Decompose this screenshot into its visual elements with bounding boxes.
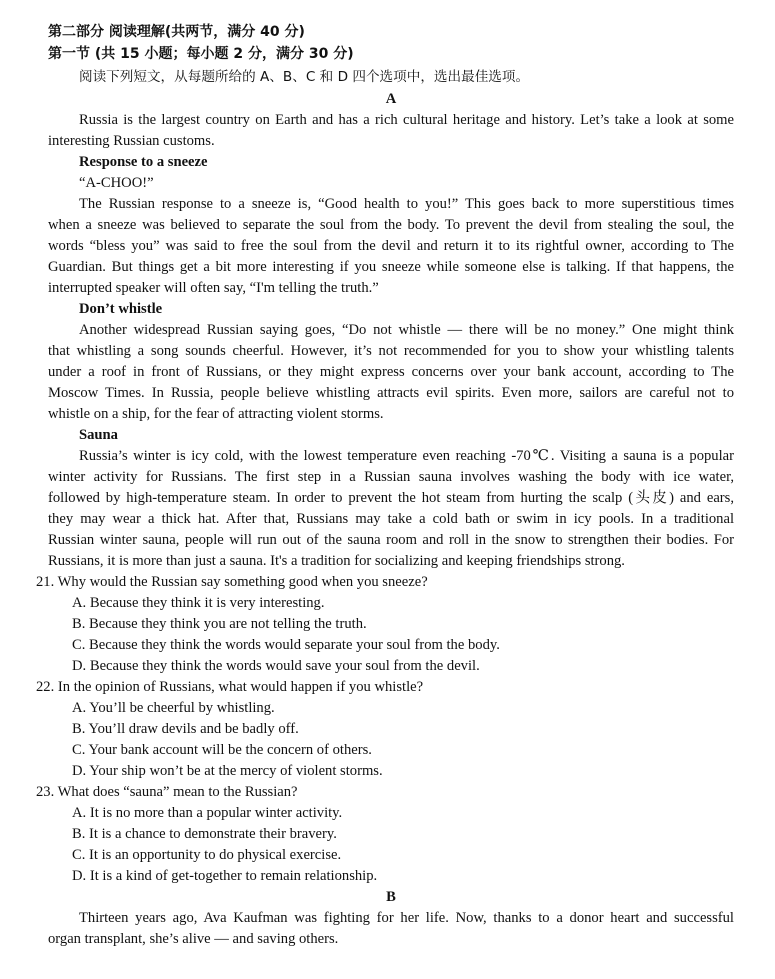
question-option[interactable]: B. It is a chance to demonstrate their bravery.: [72, 826, 337, 842]
sneeze-quote: “A-CHOO!”: [79, 175, 154, 191]
whistle-line: Moscow Times. In Russia, people believe whistling attracts evil spirits. Even more, sailors are careful not to: [48, 385, 734, 401]
intro-line: Russia is the largest country on Earth and has a rich cultural heritage and history. Let’s take a look at some: [79, 112, 734, 128]
question-option[interactable]: C. Your bank account will be the concern of others.: [72, 742, 372, 758]
section-heading: 第一节 (共 15 小题；每小题 2 分，满分 30 分): [48, 46, 354, 62]
passage-a-label: A: [385, 91, 397, 107]
sneeze-line: Guardian. But things get a bit more interesting if you sneeze while someone else is talking. If that happens, the: [48, 259, 734, 275]
question-stem: 21. Why would the Russian say something good when you sneeze?: [36, 574, 428, 590]
part-heading: 第二部分 阅读理解(共两节，满分 40 分): [48, 24, 305, 40]
whistle-heading: Don’t whistle: [79, 301, 163, 317]
sauna-heading: Sauna: [79, 427, 118, 443]
sauna-line: Russia’s winter is icy cold, with the lowest temperature even reaching -70℃. Visiting a sauna is a popular: [79, 448, 734, 464]
question-option[interactable]: C. It is an opportunity to do physical exercise.: [72, 847, 342, 863]
whistle-line: Another widespread Russian saying goes, “Do not whistle — there will be no money.” One might think: [79, 322, 734, 338]
passage-b-line: Thirteen years ago, Ava Kaufman was fighting for her life. Now, thanks to a donor heart and successful: [79, 910, 734, 926]
sauna-line: followed by high-temperature steam. In order to prevent the hot steam from hurting the scalp (头皮) and ears,: [48, 490, 734, 506]
sneeze-heading: Response to a sneeze: [79, 154, 208, 170]
question-stem: 23. What does “sauna” mean to the Russian?: [36, 784, 298, 800]
instructions: 阅读下列短文，从每题所给的 A、B、C 和 D 四个选项中，选出最佳选项。: [79, 69, 530, 85]
question-option[interactable]: D. Your ship won’t be at the mercy of violent storms.: [72, 763, 383, 779]
question-stem: 22. In the opinion of Russians, what would happen if you whistle?: [36, 679, 424, 695]
question-option[interactable]: B. Because they think you are not telling the truth.: [72, 616, 367, 632]
whistle-line: that whistling a song sounds cheerful. However, it’s not recommended for you to show your whistling talents: [48, 343, 734, 359]
sauna-line: Russian winter sauna, people will run out of the sauna room and roll in the snow to strengthen their bodies. For: [48, 532, 734, 548]
question-option[interactable]: A. You’ll be cheerful by whistling.: [72, 700, 275, 716]
question-option[interactable]: A. It is no more than a popular winter activity.: [72, 805, 343, 821]
whistle-line: under a roof in front of Russians, or they might express concerns over your bank account, according to The: [48, 364, 734, 380]
passage-b-label: B: [386, 889, 396, 905]
intro-line: interesting Russian customs.: [48, 133, 215, 149]
sauna-line: winter activity for Russians. The first step in a Russian sauna involves washing the body with ice water,: [48, 469, 734, 485]
sauna-line: Russians, it is more than just a sauna. It's a tradition for socializing and keeping friendships strong.: [48, 553, 625, 569]
question-option[interactable]: D. Because they think the words would save your soul from the devil.: [72, 658, 480, 674]
question-option[interactable]: C. Because they think the words would separate your soul from the body.: [72, 637, 500, 653]
question-option[interactable]: B. You’ll draw devils and be badly off.: [72, 721, 299, 737]
question-option[interactable]: A. Because they think it is very interesting.: [72, 595, 325, 611]
question-option[interactable]: D. It is a kind of get-together to remain relationship.: [72, 868, 378, 884]
sneeze-line: interrupted speaker will often say, “I'm telling the truth.”: [48, 280, 379, 296]
sneeze-line: words “bless you” was said to free the soul from the devil and return it to its rightful owner, according to The: [48, 238, 734, 254]
whistle-line: whistle on a ship, for the fear of attracting violent storms.: [48, 406, 384, 422]
sneeze-line: when a sneeze was believed to separate the soul from the body. To prevent the devil from stealing the soul, the: [48, 217, 734, 233]
sneeze-line: The Russian response to a sneeze is, “Good health to you!” This goes back to more superstitious times: [79, 196, 734, 212]
passage-b-line: organ transplant, she’s alive — and saving others.: [48, 931, 339, 947]
sauna-line: they may wear a thick hat. After that, Russians may take a cold bath or swim in icy pools. In a traditional: [48, 511, 734, 527]
